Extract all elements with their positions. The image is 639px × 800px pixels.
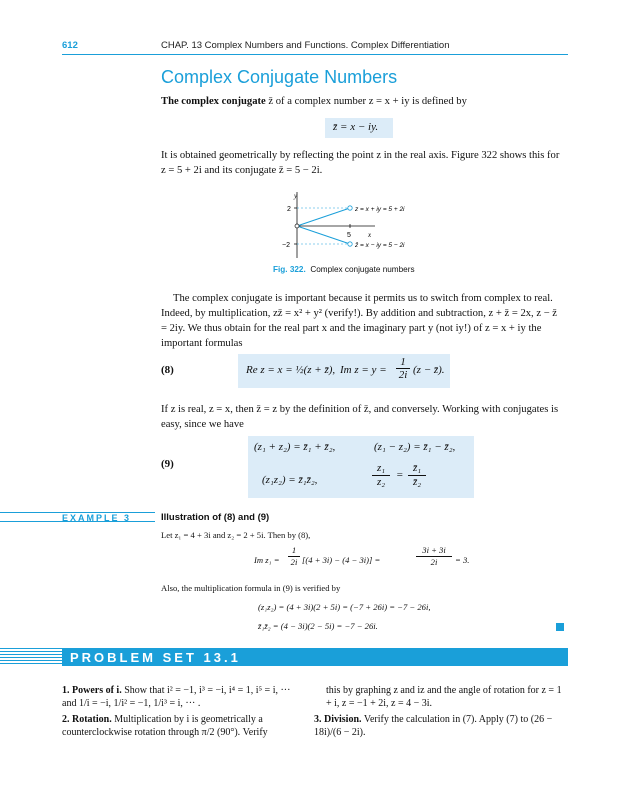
eq8-number: (8): [161, 364, 174, 376]
example-title: Illustration of (8) and (9): [161, 512, 270, 523]
problem-set-stripes: [0, 648, 62, 666]
problem-2-title: Rotation.: [72, 714, 112, 725]
vector-z: [297, 208, 350, 226]
caption-text: Complex conjugate numbers: [310, 265, 415, 274]
eq9-number: (9): [161, 458, 174, 470]
example-im-lhs: Im z₁ =: [254, 555, 280, 565]
figure-caption: [273, 265, 415, 274]
label-z: z = x + iy = 5 + 2i: [355, 206, 405, 213]
problem-2-continued: this by graphing z and iz and the angle of rotation for z = 1 + i, z = −1 + 2i, z = 4 − 3i.: [326, 685, 562, 709]
x-axis-label: x: [368, 231, 372, 239]
eq8-right-a: Im z = y =: [340, 364, 387, 376]
eq9-r1b: (z₁ − z₂) = z̄₁ − z̄₂,: [374, 441, 456, 453]
problem-set-title: PROBLEM SET 13.1: [70, 650, 241, 665]
eq9-r2a: (z₁z₂) = z̄₁z̄₂,: [262, 474, 318, 486]
eq8-frac: [396, 356, 410, 382]
label-zbar: z̄ = x − iy = 5 − 2i: [355, 242, 405, 249]
example-im-frac-num: 1: [288, 545, 300, 557]
eq9-frac-right-den: z̄₂: [412, 476, 422, 488]
eq9-frac-right-num: z̄₁: [408, 462, 426, 476]
paragraph-1: It is obtained geometrically by reflecting the point z in the real axis. Figure 322 shows this for z = 5 + 2i and its conjugate z̄ = 5 − 2i.: [161, 150, 560, 176]
eq9-r1a: (z₁ + z₂) = z̄₁ + z̄₂,: [254, 441, 336, 453]
intro-bold: The complex conjugate: [161, 96, 266, 107]
eq9-frac-left-den: z₂: [376, 476, 386, 488]
eq9-frac-left: [372, 462, 390, 489]
example-im-frac2: [416, 545, 452, 568]
intro-paragraph: [161, 94, 561, 109]
paragraph-3: If z is real, z = x, then z̄ = z by the definition of z̄, and conversely. Working with conjugates is easy, since we have: [161, 404, 559, 430]
caption-number: Fig. 322.: [273, 265, 306, 274]
point-zbar: [348, 242, 352, 246]
header-rule: [62, 54, 568, 55]
example-im-frac-den: 2i: [290, 557, 298, 567]
section-title: Complex Conjugate Numbers: [161, 67, 398, 87]
example-label: EXAMPLE 3: [62, 513, 132, 523]
problem-3-title: Division.: [324, 714, 362, 725]
eq8-left: Re z = x = ½(z + z̄),: [246, 364, 336, 376]
definition-eq: z̄ = x − iy.: [333, 121, 379, 133]
vector-zbar: [297, 226, 350, 244]
problem-1-number: 1.: [62, 685, 70, 696]
intro-rest: z̄ of a complex number z = x + iy is defined by: [265, 96, 467, 107]
problem-3: [314, 713, 566, 739]
page-number: 612: [62, 40, 78, 51]
example-im-mid: [(4 + 3i) − (4 − 3i)] =: [302, 555, 381, 565]
eq8-frac-den: 2i: [398, 369, 408, 381]
example-im-end: = 3.: [455, 555, 470, 565]
figure-322: [270, 186, 440, 266]
running-title: CHAP. 13 Complex Numbers and Functions. Complex Differentiation: [161, 40, 450, 51]
problem-3-text: Verify the calculation in (7). Apply (7) to (26 − 18i)/(6 − 2i).: [314, 714, 553, 738]
eq9-frac-right: [408, 462, 426, 489]
problem-2-text: Multiplication by i is geometrically a counterclockwise rotation through π/2 (90°). Verify: [62, 714, 268, 738]
origin-point: [295, 224, 299, 228]
problem-1: [62, 684, 307, 710]
point-z: [348, 206, 352, 210]
problem-2-number: 2.: [62, 714, 70, 725]
example-verify-2: z̄₁z̄₂ = (4 − 3i)(2 − 5i) = −7 − 26i.: [258, 621, 378, 631]
eq9-frac-left-num: z₁: [372, 462, 390, 476]
problem-2: [62, 713, 307, 739]
end-of-example-marker: [556, 623, 564, 631]
y-axis-label: y: [294, 192, 298, 200]
example-line1: Let z₁ = 4 + 3i and z₂ = 2 + 5i. Then by (8),: [161, 530, 311, 540]
problem-1-text: Show that i² = −1, i³ = −i, i⁴ = 1, i⁵ = i, ··· and 1/i = −i, 1/i² = −1, 1/i³ = i, ··· .: [62, 685, 291, 709]
eq9-equals: =: [396, 469, 404, 481]
eq8-right-b: (z − z̄).: [413, 364, 445, 376]
example-im-frac: [288, 545, 300, 568]
example-verify-1: (z₁z₂) = (4 + 3i)(2 + 5i) = (−7 + 26i) = −7 − 26i,: [258, 602, 431, 612]
example-line2: Also, the multiplication formula in (9) is verified by: [161, 583, 341, 593]
problem-1-title: Powers of i.: [72, 685, 122, 696]
tick-5: 5: [347, 232, 351, 239]
example-im-frac2-den: 2i: [430, 557, 438, 567]
tick-2: 2: [287, 206, 291, 213]
problem-3-number: 3.: [314, 714, 322, 725]
paragraph-2: The complex conjugate is important because it permits us to switch from complex to real. Indeed, by multiplication, zz̄ = x² + y² (verify!). By addition and subtraction, z + z̄ = 2x, z − z̄ = 2iy. We thus obtain for the real part x and the imaginary part y (not iy!) of z = x + iy the important formulas: [161, 293, 558, 349]
example-im-frac2-num: 3i + 3i: [416, 545, 452, 557]
eq8-frac-num: 1: [396, 356, 410, 369]
tick-neg2: −2: [282, 242, 290, 249]
